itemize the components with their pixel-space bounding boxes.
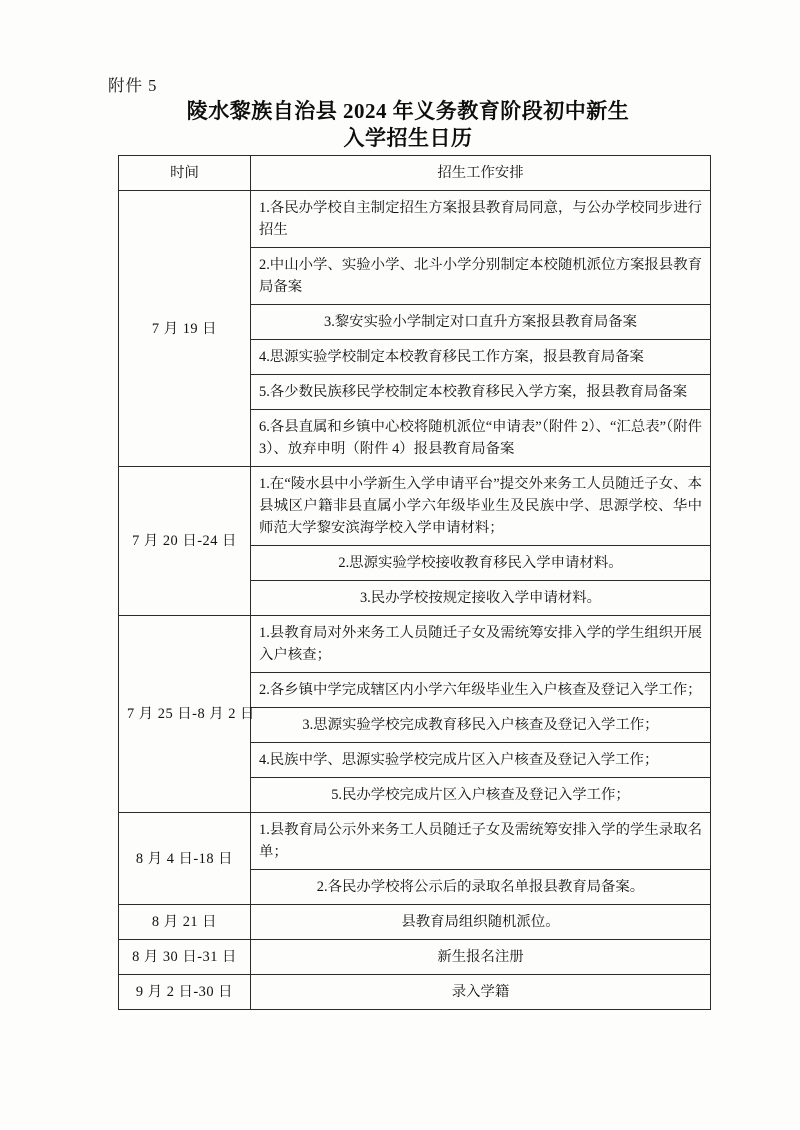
schedule-task-cell: 1.各民办学校自主制定招生方案报县教育局同意，与公办学校同步进行招生 <box>251 191 711 248</box>
schedule-task-cell: 1.县教育局公示外来务工人员随迁子女及需统筹安排入学的学生录取名单； <box>251 813 711 870</box>
table-row <box>119 191 711 248</box>
table-row <box>119 905 711 940</box>
schedule-date-cell: 8 月 4 日-18 日 <box>119 813 251 905</box>
schedule-task-cell: 新生报名注册 <box>251 940 711 975</box>
table-row <box>119 467 711 546</box>
page-title-line-2: 入学招生日历 <box>343 126 473 150</box>
schedule-date-cell: 7 月 25 日-8 月 2 日 <box>119 616 251 813</box>
schedule-task-cell: 录入学籍 <box>251 975 711 1010</box>
schedule-date-cell: 8 月 21 日 <box>119 905 251 940</box>
schedule-task-cell: 2.各民办学校将公示后的录取名单报县教育局备案。 <box>251 870 711 905</box>
schedule-task-cell: 1.在“陵水县中小学新生入学申请平台”提交外来务工人员随迁子女、本县城区户籍非县直属小学六年级毕业生及民族中学、思源学校、华中师范大学黎安滨海学校入学申请材料； <box>251 467 711 546</box>
schedule-task-cell: 2.中山小学、实验小学、北斗小学分别制定本校随机派位方案报县教育局备案 <box>251 248 711 305</box>
schedule-task-cell: 3.民办学校按规定接收入学申请材料。 <box>251 581 711 616</box>
schedule-task-cell: 5.民办学校完成片区入户核查及登记入学工作； <box>251 778 711 813</box>
schedule-task-cell: 6.各县直属和乡镇中心校将随机派位“申请表”（附件 2）、“汇总表”（附件 3）、放弃申明（附件 4）报县教育局备案 <box>251 410 711 467</box>
table-row <box>119 813 711 870</box>
schedule-task-cell: 4.民族中学、思源实验学校完成片区入户核查及登记入学工作； <box>251 743 711 778</box>
schedule-date-cell: 7 月 19 日 <box>119 191 251 467</box>
schedule-task-cell: 4.思源实验学校制定本校教育移民工作方案，报县教育局备案 <box>251 340 711 375</box>
schedule-date-cell: 8 月 30 日-31 日 <box>119 940 251 975</box>
table-header-row <box>119 156 711 191</box>
schedule-task-cell: 3.黎安实验小学制定对口直升方案报县教育局备案 <box>251 305 711 340</box>
table-row <box>119 616 711 673</box>
schedule-task-cell: 1.县教育局对外来务工人员随迁子女及需统筹安排入学的学生组织开展入户核查； <box>251 616 711 673</box>
schedule-task-cell: 2.思源实验学校接收教育移民入学申请材料。 <box>251 546 711 581</box>
attachment-label: 附件 5 <box>108 76 158 95</box>
admission-calendar-table <box>118 155 711 1010</box>
table-header-cell: 时间 <box>119 156 251 191</box>
page-title-line-1: 陵水黎族自治县 2024 年义务教育阶段初中新生 <box>186 99 630 123</box>
table-row <box>119 975 711 1010</box>
schedule-task-cell: 2.各乡镇中学完成辖区内小学六年级毕业生入户核查及登记入学工作； <box>251 673 711 708</box>
schedule-task-cell: 3.思源实验学校完成教育移民入户核查及登记入学工作； <box>251 708 711 743</box>
schedule-date-cell: 7 月 20 日-24 日 <box>119 467 251 616</box>
schedule-task-cell: 5.各少数民族移民学校制定本校教育移民入学方案，报县教育局备案 <box>251 375 711 410</box>
table-row <box>119 940 711 975</box>
schedule-date-cell: 9 月 2 日-30 日 <box>119 975 251 1010</box>
table-header-cell: 招生工作安排 <box>251 156 711 191</box>
page-title <box>118 98 698 152</box>
schedule-task-cell: 县教育局组织随机派位。 <box>251 905 711 940</box>
